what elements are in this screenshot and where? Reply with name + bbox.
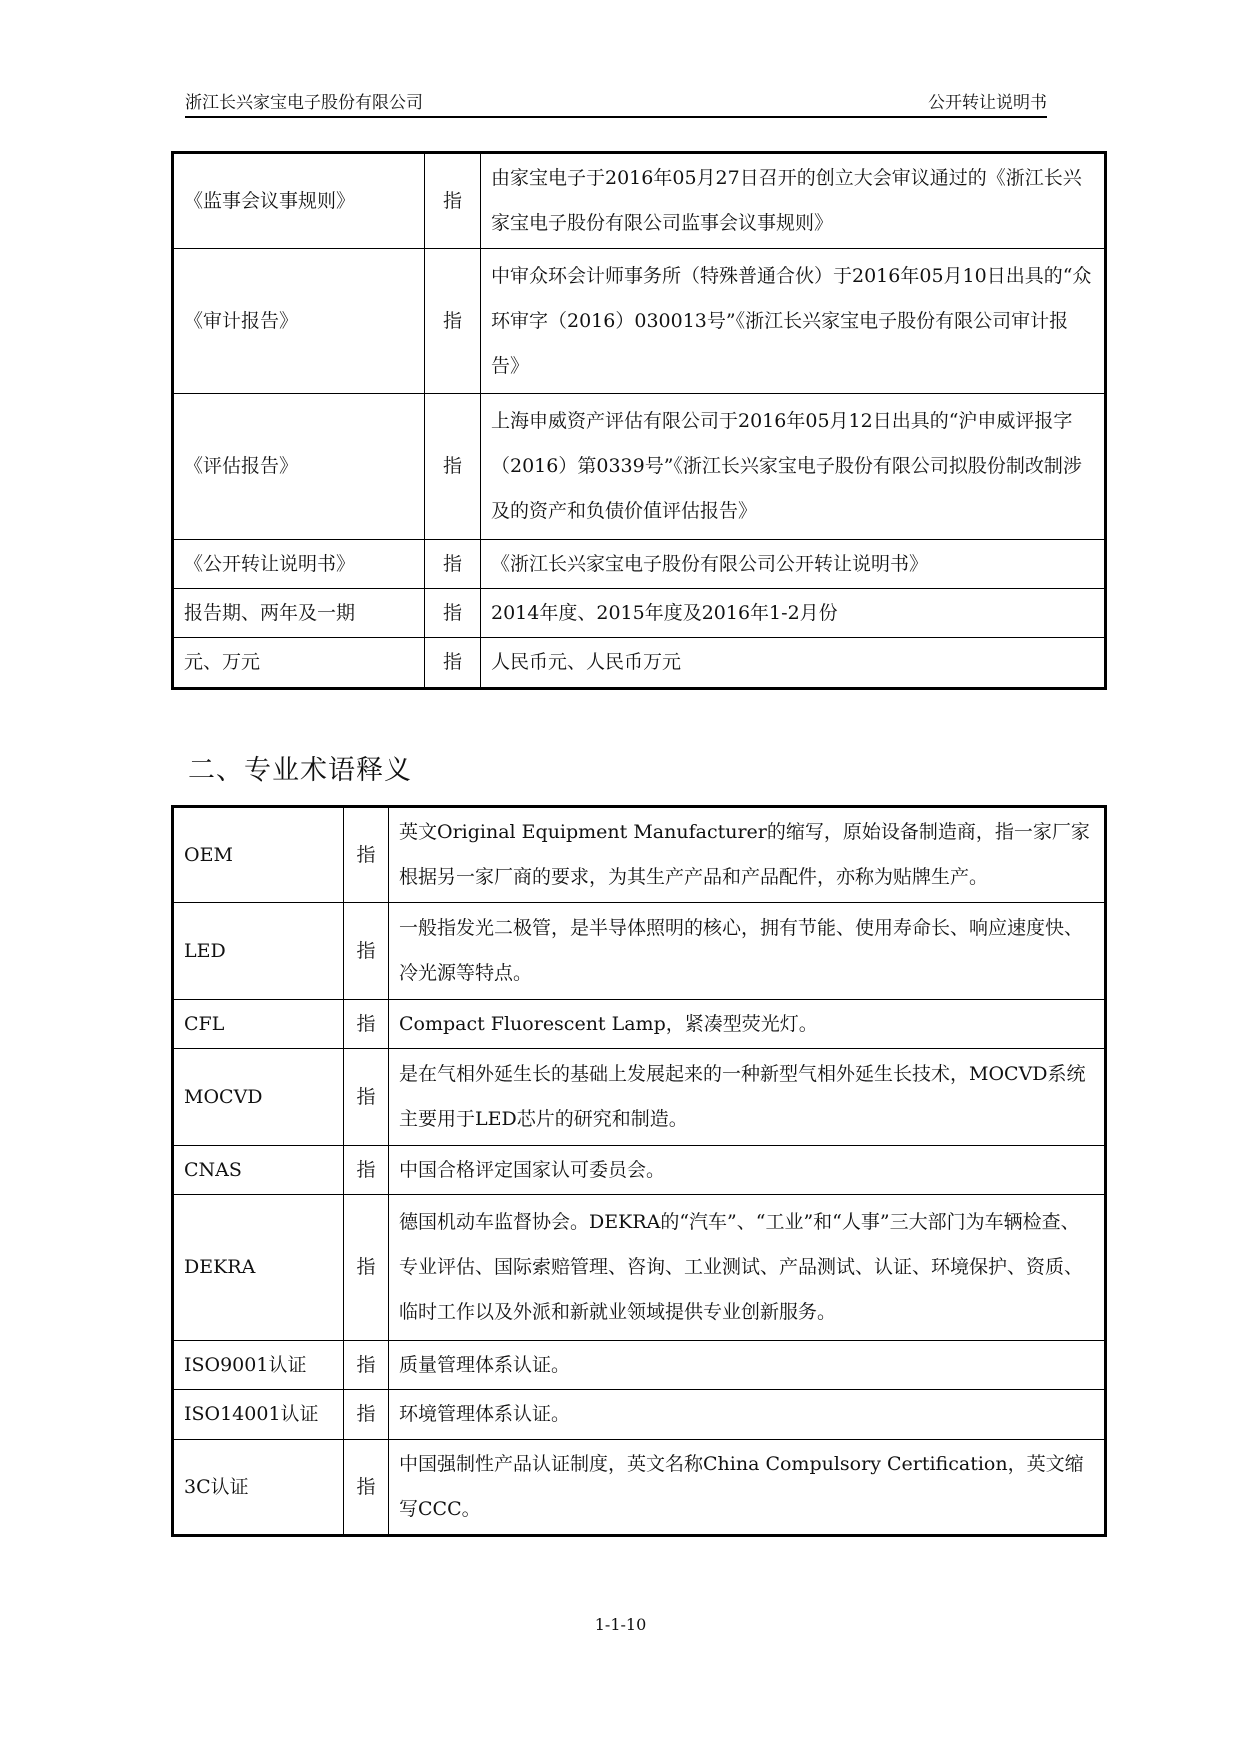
term-cell: 报告期、两年及一期 <box>173 589 425 638</box>
term-cell: MOCVD <box>173 1049 344 1146</box>
definition-cell: 中审众环会计师事务所（特殊普通合伙）于2016年05月10日出具的“众环审字（2016）030013号”《浙江长兴家宝电子股份有限公司审计报告》 <box>481 249 1106 394</box>
table-row <box>173 249 1106 394</box>
term-cell: DEKRA <box>173 1195 344 1341</box>
definitions-table-terminology <box>171 805 1107 1537</box>
term-cell: 《评估报告》 <box>173 394 425 540</box>
definition-cell: 由家宝电子于2016年05月27日召开的创立大会审议通过的《浙江长兴家宝电子股份有限公司监事会议事规则》 <box>481 153 1106 249</box>
definition-cell: 英文Original Equipment Manufacturer的缩写，原始设备制造商，指一家厂家根据另一家厂商的要求，为其生产产品和产品配件，亦称为贴牌生产。 <box>389 807 1106 903</box>
term-cell: OEM <box>173 807 344 903</box>
term-cell: 3C认证 <box>173 1440 344 1536</box>
term-cell: ISO9001认证 <box>173 1341 344 1390</box>
header-company-name: 浙江长兴家宝电子股份有限公司 <box>185 93 423 113</box>
table-row <box>173 1000 1106 1049</box>
refers-to-cell: 指 <box>344 1390 389 1440</box>
table-row <box>173 807 1106 903</box>
table-row <box>173 153 1106 249</box>
definition-cell: 环境管理体系认证。 <box>389 1390 1106 1440</box>
table-row <box>173 1195 1106 1341</box>
refers-to-cell: 指 <box>425 153 481 249</box>
table-row <box>173 1440 1106 1536</box>
refers-to-cell: 指 <box>344 1049 389 1146</box>
table-row <box>173 394 1106 540</box>
definition-cell: 上海申威资产评估有限公司于2016年05月12日出具的“沪申威评报字（2016）第0339号”《浙江长兴家宝电子股份有限公司拟股份制改制涉及的资产和负债价值评估报告》 <box>481 394 1106 540</box>
definition-cell: 中国合格评定国家认可委员会。 <box>389 1146 1106 1195</box>
table-row <box>173 540 1106 589</box>
definitions-table-general <box>171 151 1107 690</box>
refers-to-cell: 指 <box>344 1000 389 1049</box>
term-cell: 《监事会议事规则》 <box>173 153 425 249</box>
refers-to-cell: 指 <box>344 1341 389 1390</box>
refers-to-cell: 指 <box>425 394 481 540</box>
refers-to-cell: 指 <box>425 540 481 589</box>
term-cell: 元、万元 <box>173 638 425 689</box>
refers-to-cell: 指 <box>425 638 481 689</box>
refers-to-cell: 指 <box>344 807 389 903</box>
term-cell: 《审计报告》 <box>173 249 425 394</box>
definition-cell: 一般指发光二极管，是半导体照明的核心，拥有节能、使用寿命长、响应速度快、冷光源等特点。 <box>389 903 1106 1000</box>
term-cell: 《公开转让说明书》 <box>173 540 425 589</box>
refers-to-cell: 指 <box>344 903 389 1000</box>
definition-cell: 质量管理体系认证。 <box>389 1341 1106 1390</box>
term-cell: ISO14001认证 <box>173 1390 344 1440</box>
table-row <box>173 903 1106 1000</box>
definition-cell: 中国强制性产品认证制度，英文名称China Compulsory Certification，英文缩写CCC。 <box>389 1440 1106 1536</box>
term-cell: CNAS <box>173 1146 344 1195</box>
refers-to-cell: 指 <box>425 249 481 394</box>
definition-cell: 德国机动车监督协会。DEKRA的“汽车”、“工业”和“人事”三大部门为车辆检查、专业评估、国际索赔管理、咨询、工业测试、产品测试、认证、环境保护、资质、临时工作以及外派和新就业领域提供专业创新服务。 <box>389 1195 1106 1341</box>
term-cell: LED <box>173 903 344 1000</box>
refers-to-cell: 指 <box>344 1146 389 1195</box>
page-header <box>185 80 1047 118</box>
table-row <box>173 638 1106 689</box>
page-number: 1-1-10 <box>594 1615 647 1634</box>
definition-cell: 《浙江长兴家宝电子股份有限公司公开转让说明书》 <box>481 540 1106 589</box>
header-document-title: 公开转让说明书 <box>928 93 1047 113</box>
definition-cell: Compact Fluorescent Lamp，紧凑型荧光灯。 <box>389 1000 1106 1049</box>
refers-to-cell: 指 <box>425 589 481 638</box>
refers-to-cell: 指 <box>344 1195 389 1341</box>
section-title-terminology: 二、专业术语释义 <box>188 755 412 786</box>
refers-to-cell: 指 <box>344 1440 389 1536</box>
table-row <box>173 1049 1106 1146</box>
definition-cell: 是在气相外延生长的基础上发展起来的一种新型气相外延生长技术，MOCVD系统主要用于LED芯片的研究和制造。 <box>389 1049 1106 1146</box>
definition-cell: 人民币元、人民币万元 <box>481 638 1106 689</box>
table-row <box>173 1341 1106 1390</box>
table-row <box>173 1390 1106 1440</box>
definition-cell: 2014年度、2015年度及2016年1-2月份 <box>481 589 1106 638</box>
term-cell: CFL <box>173 1000 344 1049</box>
table-row <box>173 1146 1106 1195</box>
table-row <box>173 589 1106 638</box>
